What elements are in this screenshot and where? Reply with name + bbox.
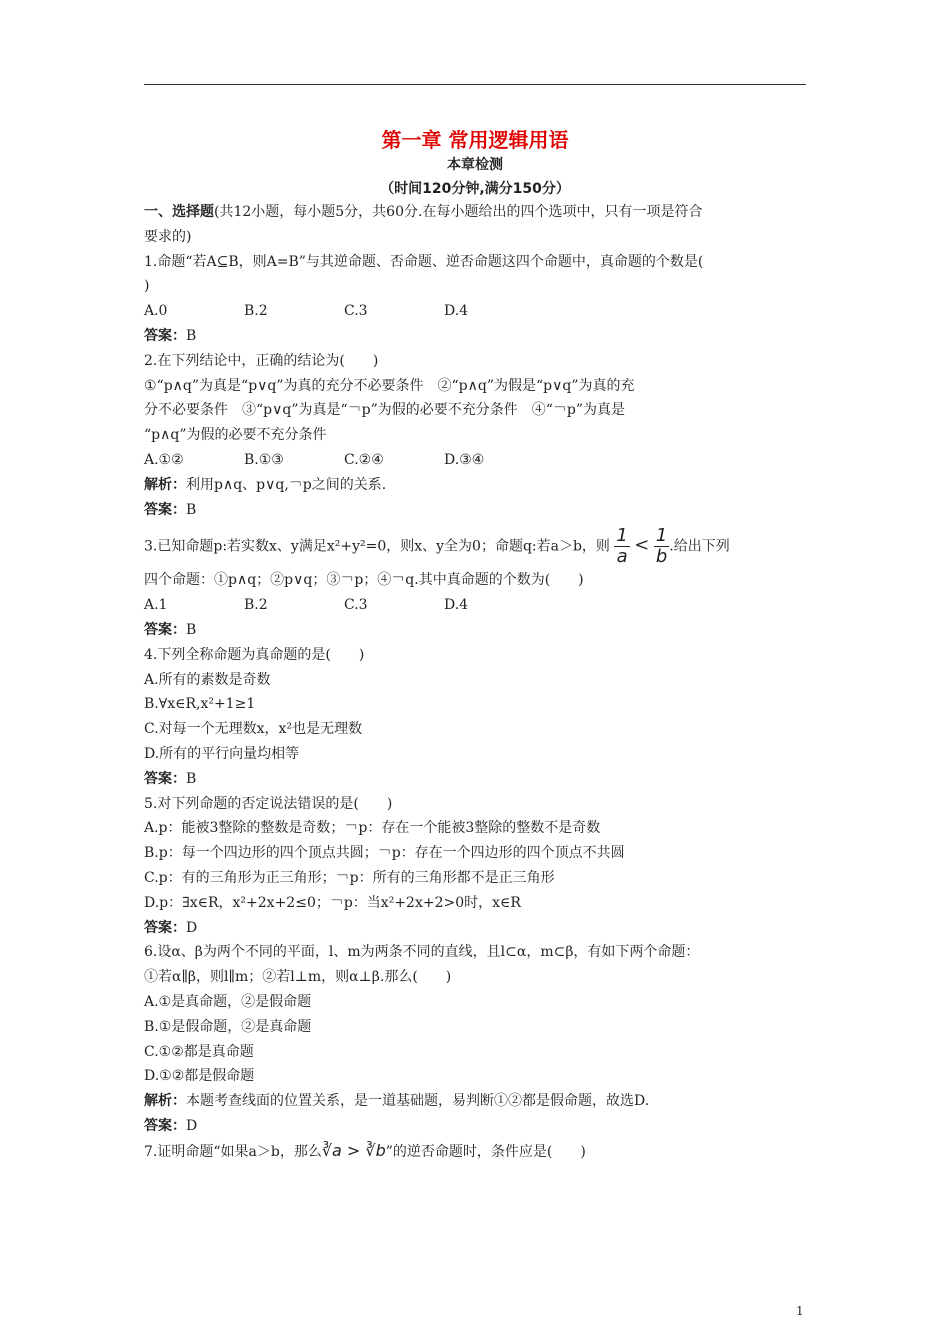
q1-option-c: C.3 [344,303,368,320]
q4-answer [144,767,806,792]
less-than-sign: < [634,534,650,556]
fraction-1-over-a: $\frac{1}{a}$ [616,525,628,568]
answer-label: 答案： [144,327,186,344]
analysis-text: 本题考查线面的位置关系，是一道基础题，易判断①②都是假命题，故选D. [186,1093,650,1110]
q1-stem: 1.命题“若A⊆B，则A=B”与其逆命题、否命题、逆否命题这四个命题中，真命题的个数是( [144,253,704,270]
answer-label: 答案： [144,621,186,638]
chapter-title: 第一章 常用逻辑用语 [381,128,569,152]
q2-answer [144,498,806,523]
q7-stem-a: 7.证明命题“如果a＞b，那么 [144,1143,322,1160]
q6-option-b: B.①是假命题，②是真命题 [144,1018,312,1035]
q5-answer [144,916,806,941]
q6-analysis [144,1089,806,1114]
answer-value: B [186,621,197,638]
q1-answer [144,324,806,349]
section-desc: (共12小题，每小题5分，共60分.在每小题给出的四个选项中，只有一项是符合 [214,204,703,220]
q5-option-d: D.p：∃x∈R，x²+2x+2≤0；￢p：当x²+2x+2>0时，x∈R [144,894,521,911]
q2-option-c: C.②④ [344,451,384,468]
q3-stem [144,525,806,568]
q6-option-d: D.①②都是假命题 [144,1068,255,1085]
q3-stem-a: 3.已知命题p:若实数x、y满足x²+y²=0，则x、y全为0；命题q:若a＞b，则 [144,538,610,555]
q5-option-c: C.p：有的三角形为正三角形；￢p：所有的三角形都不是正三角形 [144,869,555,886]
answer-label: 答案： [144,919,186,936]
answer-value: B [186,501,197,518]
q2-stem-2: ①“p∧q”为真是“p∨q”为真的充分不必要条件 ②“p∧q”为假是“p∨q”为真的充 [144,377,635,394]
q1-option-a: A.0 [144,303,168,320]
document-body [144,200,806,1163]
q3-stem-b: .给出下列 [669,538,730,555]
answer-value: D [186,919,198,936]
q1-option-b: B.2 [244,303,268,320]
q7-stem [144,1139,806,1164]
q2-stem: 2.在下列结论中，正确的结论为( ) [144,352,379,369]
q3-option-b: B.2 [244,597,268,614]
q4-stem: 4.下列全称命题为真命题的是( ) [144,646,365,663]
section-label: 一、选择题 [144,204,214,220]
q6-option-a: A.①是真命题，②是假命题 [144,993,312,1010]
answer-value: B [186,327,197,344]
answer-label: 答案： [144,1117,186,1134]
q3-option-d: D.4 [444,597,469,614]
q6-option-c: C.①②都是真命题 [144,1043,254,1060]
time-info: （时间120分钟,满分150分） [380,181,570,197]
q3-options [144,593,806,618]
q6-stem-2: ①若α∥β，则l∥m；②若l⊥m，则α⊥β.那么( ) [144,969,452,986]
answer-label: 答案： [144,770,186,787]
q6-stem: 6.设α、β为两个不同的平面，l、m为两条不同的直线，且l⊂α，m⊂β，有如下两个命题： [144,944,700,961]
q3-option-c: C.3 [344,597,368,614]
q5-option-a: A.p：能被3整除的整数是奇数；￢p：存在一个能被3整除的整数不是奇数 [144,820,601,837]
q4-option-b: B.∀x∈R,x²+1≥1 [144,696,256,713]
chapter-subtitle: 本章检测 [447,157,503,173]
q2-stem-4: “p∧q”为假的必要不充分条件 [144,427,327,444]
q2-options [144,448,806,473]
q1-stem-2: ) [144,278,150,295]
section-heading [144,200,806,225]
page-number: 1 [796,1304,804,1318]
analysis-label: 解析： [144,1093,186,1110]
header-rule [144,84,806,85]
q5-option-b: B.p：每一个四边形的四个顶点共圆；￢p：存在一个四边形的四个顶点不共圆 [144,845,625,862]
q2-option-a: A.①② [144,451,184,468]
q3-answer [144,618,806,643]
q1-option-d: D.4 [444,303,469,320]
q2-option-d: D.③④ [444,451,485,468]
answer-value: B [186,770,197,787]
section-desc-2: 要求的) [144,228,192,245]
q2-analysis [144,473,806,498]
q7-stem-b: ”的逆否命题时，条件应是( ) [385,1143,586,1160]
q3-stem-2: 四个命题：①p∧q；②p∨q；③￢p；④￢q.其中真命题的个数为( ) [144,572,584,589]
q5-stem: 5.对下列命题的否定说法错误的是( ) [144,795,393,812]
q2-stem-3: 分不必要条件 ③“p∨q”为真是“￢p”为假的必要不充分条件 ④“￢p”为真是 [144,402,626,419]
fraction-1-over-b: $\frac{1}{b}$ [655,525,668,568]
q2-option-b: B.①③ [244,451,284,468]
q4-option-d: D.所有的平行向量均相等 [144,745,300,762]
analysis-label: 解析： [144,476,186,493]
q6-answer [144,1114,806,1139]
q3-option-a: A.1 [144,597,168,614]
q1-options [144,299,806,324]
q4-option-c: C.对每一个无理数x，x²也是无理数 [144,721,363,738]
analysis-text: 利用p∧q、p∨q,￢p之间的关系. [186,476,387,493]
answer-label: 答案： [144,501,186,518]
answer-value: D [186,1117,198,1134]
cube-root-inequality: ∛a > ∛b [321,1140,386,1160]
q4-option-a: A.所有的素数是奇数 [144,671,271,688]
